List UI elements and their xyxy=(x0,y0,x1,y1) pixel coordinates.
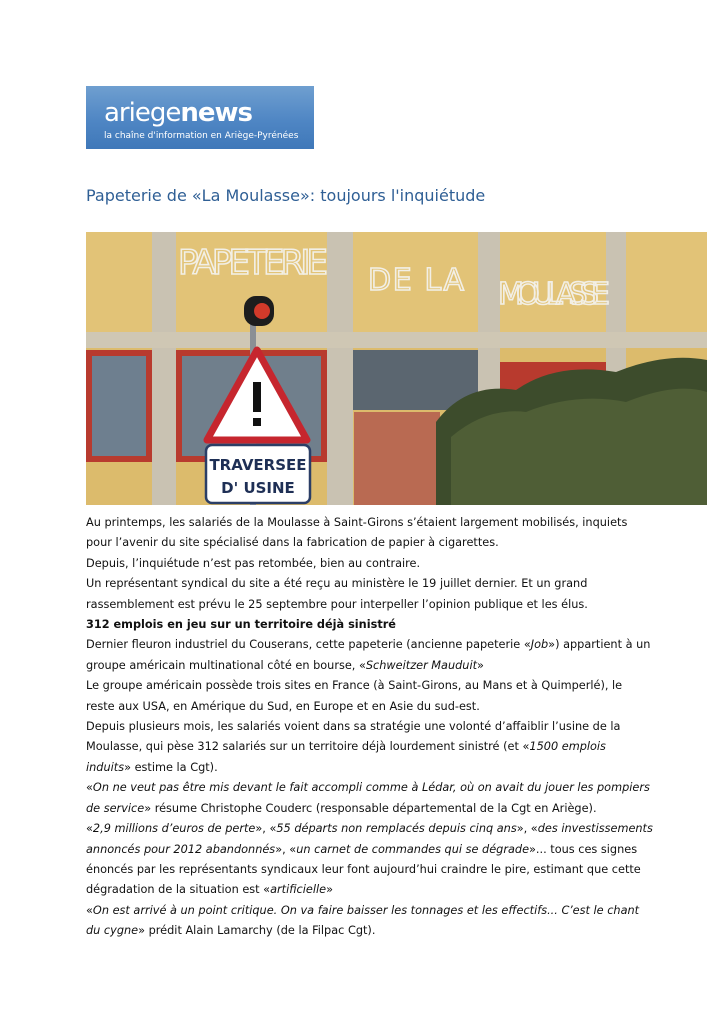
sign-usine: D' USINE xyxy=(221,479,295,497)
wall-letters-papeterie: PAPETERIE xyxy=(178,243,328,283)
article-title: Papeterie de «La Moulasse»: toujours l'inquiétude xyxy=(86,186,486,205)
wall-letters-de-la: DE LA xyxy=(368,263,464,298)
paragraph-line: Depuis plusieurs mois, les salariés voient dans sa stratégie une volonté d’affaiblir l’usine de la xyxy=(86,720,621,734)
paragraph-line: pour l’avenir du site spécialisé dans la fabrication de papier à cigarettes. xyxy=(86,536,499,550)
article-body xyxy=(86,513,653,942)
paragraph-line: Depuis, l’inquiétude n’est pas retombée, bien au contraire. xyxy=(86,556,421,570)
logo-tagline: la chaîne d'information en Ariège-Pyrénées xyxy=(104,131,299,141)
paragraph-line: annoncés pour 2012 abandonnés», «un carnet de commandes qui se dégrade»... tous ces signes xyxy=(86,842,638,856)
paragraph-line: dégradation de la situation est «artificielle» xyxy=(86,883,333,897)
paragraph-line: induits» estime la Cgt). xyxy=(86,760,218,774)
paragraph-line: Moulasse, qui pèse 312 salariés sur un territoire déjà lourdement sinistré (et «1500 emplois xyxy=(86,740,606,754)
logo-wordmark: ariegenews xyxy=(104,98,252,128)
paragraph-line: Un représentant syndical du site a été reçu au ministère le 19 juillet dernier. Et un grand xyxy=(86,577,588,591)
paragraph-line: du cygne» prédit Alain Lamarchy (de la Filpac Cgt). xyxy=(86,924,376,938)
paragraph-line: «On ne veut pas être mis devant le fait accompli comme à Lédar, où on avait du jouer les pompiers xyxy=(86,781,650,795)
wall-letters-moulasse: MOULASSE xyxy=(498,277,610,312)
paragraph-line: énoncés par les représentants syndicaux leur font aujourd’hui craindre le pire, estimant que cette xyxy=(86,862,641,876)
article-photo xyxy=(86,232,707,505)
paragraph-line: groupe américain multinational côté en bourse, «Schweitzer Mauduit» xyxy=(86,658,484,672)
sign-traversee: TRAVERSEE xyxy=(209,456,307,474)
article-subheading: 312 emplois en jeu sur un territoire déjà sinistré xyxy=(86,618,396,632)
paragraph-line: Dernier fleuron industriel du Couserans, cette papeterie (ancienne papeterie «Job») appartient à un xyxy=(86,638,651,652)
paragraph-line: de service» résume Christophe Couderc (responsable départemental de la Cgt en Ariège). xyxy=(86,801,597,815)
paragraph-line: Le groupe américain possède trois sites en France (à Saint-Girons, au Mans et à Quimperlé), le xyxy=(86,679,623,693)
paragraph-line: «On est arrivé à un point critique. On va faire baisser les tonnages et les effectifs... C’est le chant xyxy=(86,903,640,917)
ariegenews-logo[interactable] xyxy=(86,86,314,149)
paragraph-line: reste aux USA, en Amérique du Sud, en Europe et en Asie du sud-est. xyxy=(86,699,480,713)
paragraph-line: rassemblement est prévu le 25 septembre pour interpeller l’opinion publique et les élus. xyxy=(86,597,588,611)
paragraph-line: Au printemps, les salariés de la Moulasse à Saint-Girons s’étaient largement mobilisés, inquiets xyxy=(86,516,628,529)
paragraph-line: «2,9 millions d’euros de perte», «55 départs non remplacés depuis cinq ans», «des investissements xyxy=(86,822,653,836)
